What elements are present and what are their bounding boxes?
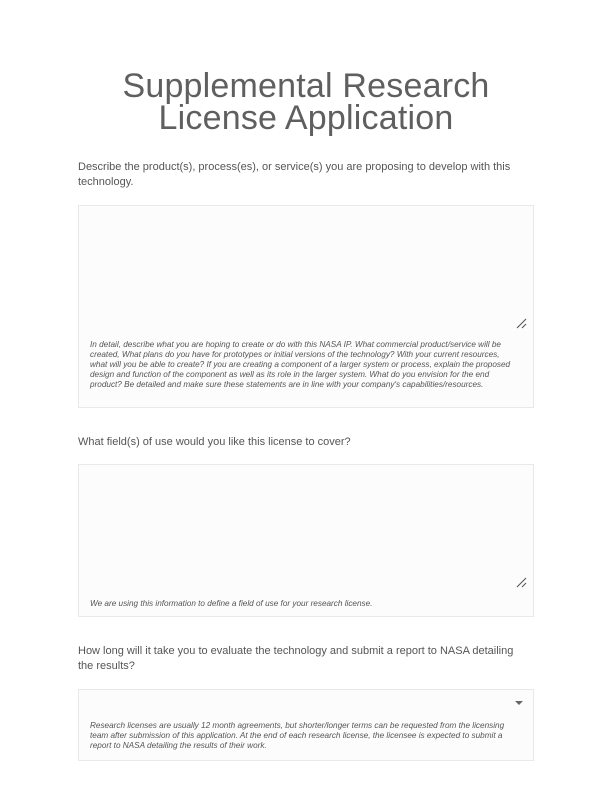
product-description-textarea[interactable] (79, 206, 533, 334)
resize-handle-icon[interactable] (515, 576, 527, 588)
resize-handle-icon[interactable] (515, 317, 527, 329)
evaluation-duration-label: How long will it take you to evaluate the technology and submit a report to NASA detailing the results? (78, 645, 514, 672)
product-description-help: In detail, describe what you are hoping to create or do with this NASA IP. What commercial product/service will be created, What plans do you have for prototypes or initial versions of the technology? With your current resources, what will you be able to create? If you are creating a component of a larger system or process, explain the proposed design and function of the component as well as its role in the larger system. What do you envision for the end product? Be detailed and make sure these statements are in line with your company's capabilities/resources. (90, 340, 511, 389)
product-description-field (78, 205, 534, 408)
evaluation-duration-select[interactable] (79, 690, 533, 714)
field-of-use-help: We are using this information to define a field of use for your research license. (90, 599, 373, 608)
evaluation-duration-field (78, 689, 534, 761)
field-of-use-textarea[interactable] (79, 465, 533, 593)
page-title: Supplemental Research License Application (122, 67, 490, 137)
evaluation-duration-help: Research licenses are usually 12 month agreements, but shorter/longer terms can be requested from the licensing team after submission of this application. At the end of each research license, the licensee is expected to submit a report to NASA detailing the results of their work. (90, 721, 505, 750)
chevron-down-icon (515, 701, 523, 705)
field-of-use-label: What field(s) of use would you like this license to cover? (78, 436, 351, 448)
field-of-use-field (78, 464, 534, 617)
product-description-label: Describe the product(s), process(es), or service(s) you are proposing to develop with this technology. (78, 161, 511, 188)
